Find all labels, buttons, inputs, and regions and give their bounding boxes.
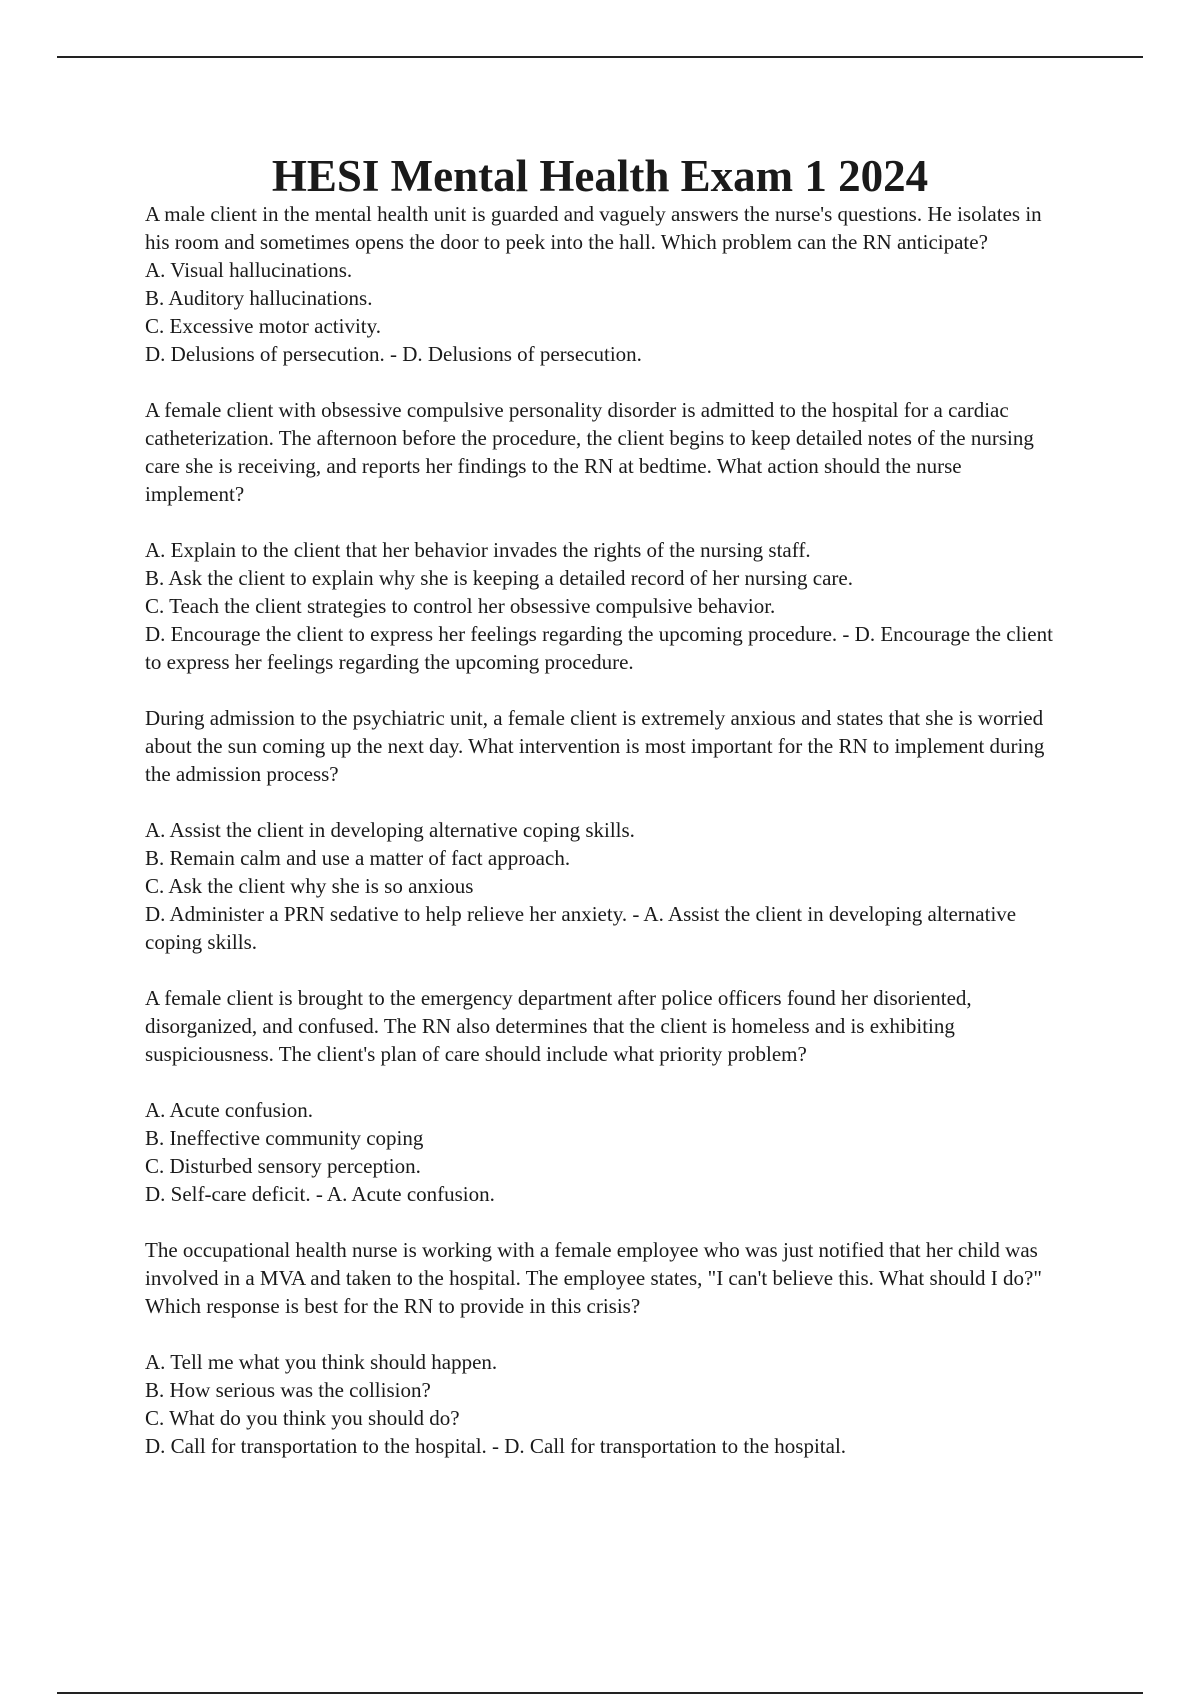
option-a: A. Visual hallucinations. xyxy=(145,258,353,282)
option-a: A. Assist the client in developing alternative coping skills. xyxy=(145,818,635,842)
option-b: B. Remain calm and use a matter of fact approach. xyxy=(145,846,571,870)
question-stem: A male client in the mental health unit is guarded and vaguely answers the nurse's questions. He isolates in his room and sometimes opens the door to peek into the hall. Which problem can the RN anticipate? xyxy=(145,202,1042,254)
option-d-answer: D. Delusions of persecution. - D. Delusions of persecution. xyxy=(145,342,642,366)
option-c: C. Ask the client why she is so anxious xyxy=(145,874,474,898)
question-3 xyxy=(145,704,1065,956)
option-b: B. Auditory hallucinations. xyxy=(145,286,373,310)
document-title: HESI Mental Health Exam 1 2024 xyxy=(271,151,929,201)
option-b: B. Ineffective community coping xyxy=(145,1126,424,1150)
option-c: C. Disturbed sensory perception. xyxy=(145,1154,421,1178)
option-b: B. How serious was the collision? xyxy=(145,1378,431,1402)
spacer xyxy=(145,1068,1065,1096)
document-body xyxy=(145,200,1065,1488)
option-d-answer: D. Administer a PRN sedative to help relieve her anxiety. - A. Assist the client in developing alternative coping skills. xyxy=(145,902,1017,954)
question-stem: The occupational health nurse is working with a female employee who was just notified that her child was involved in a MVA and taken to the hospital. The employee states, "I can't believe this. What should I do?" Which response is best for the RN to provide in this crisis? xyxy=(145,1238,1042,1318)
option-a: A. Tell me what you think should happen. xyxy=(145,1350,498,1374)
question-stem: A female client is brought to the emergency department after police officers found her disoriented, disorganized, and confused. The RN also determines that the client is homeless and is exhibiting suspiciousness. The client's plan of care should include what priority problem? xyxy=(145,986,972,1066)
question-2 xyxy=(145,396,1065,676)
question-stem: During admission to the psychiatric unit, a female client is extremely anxious and states that she is worried about the sun coming up the next day. What intervention is most important for the RN to implement during the admission process? xyxy=(145,706,1045,786)
option-c: C. Excessive motor activity. xyxy=(145,314,382,338)
question-5 xyxy=(145,1236,1065,1460)
option-d-answer: D. Encourage the client to express her feelings regarding the upcoming procedure. - D. Encourage the client to express her feelings regarding the upcoming procedure. xyxy=(145,622,1053,674)
spacer xyxy=(145,508,1065,536)
top-rule xyxy=(57,56,1143,58)
option-c: C. What do you think you should do? xyxy=(145,1406,460,1430)
option-d-answer: D. Call for transportation to the hospital. - D. Call for transportation to the hospital. xyxy=(145,1434,847,1458)
option-d-answer: D. Self-care deficit. - A. Acute confusion. xyxy=(145,1182,495,1206)
question-4 xyxy=(145,984,1065,1208)
spacer xyxy=(145,1320,1065,1348)
bottom-rule xyxy=(57,1692,1143,1694)
option-a: A. Explain to the client that her behavior invades the rights of the nursing staff. xyxy=(145,538,811,562)
option-b: B. Ask the client to explain why she is keeping a detailed record of her nursing care. xyxy=(145,566,853,590)
option-a: A. Acute confusion. xyxy=(145,1098,313,1122)
spacer xyxy=(145,788,1065,816)
option-c: C. Teach the client strategies to control her obsessive compulsive behavior. xyxy=(145,594,776,618)
question-stem: A female client with obsessive compulsive personality disorder is admitted to the hospital for a cardiac catheterization. The afternoon before the procedure, the client begins to keep detailed notes of the nursing care she is receiving, and reports her findings to the RN at bedtime. What action should the nurse implement? xyxy=(145,398,1034,506)
question-1 xyxy=(145,200,1065,368)
